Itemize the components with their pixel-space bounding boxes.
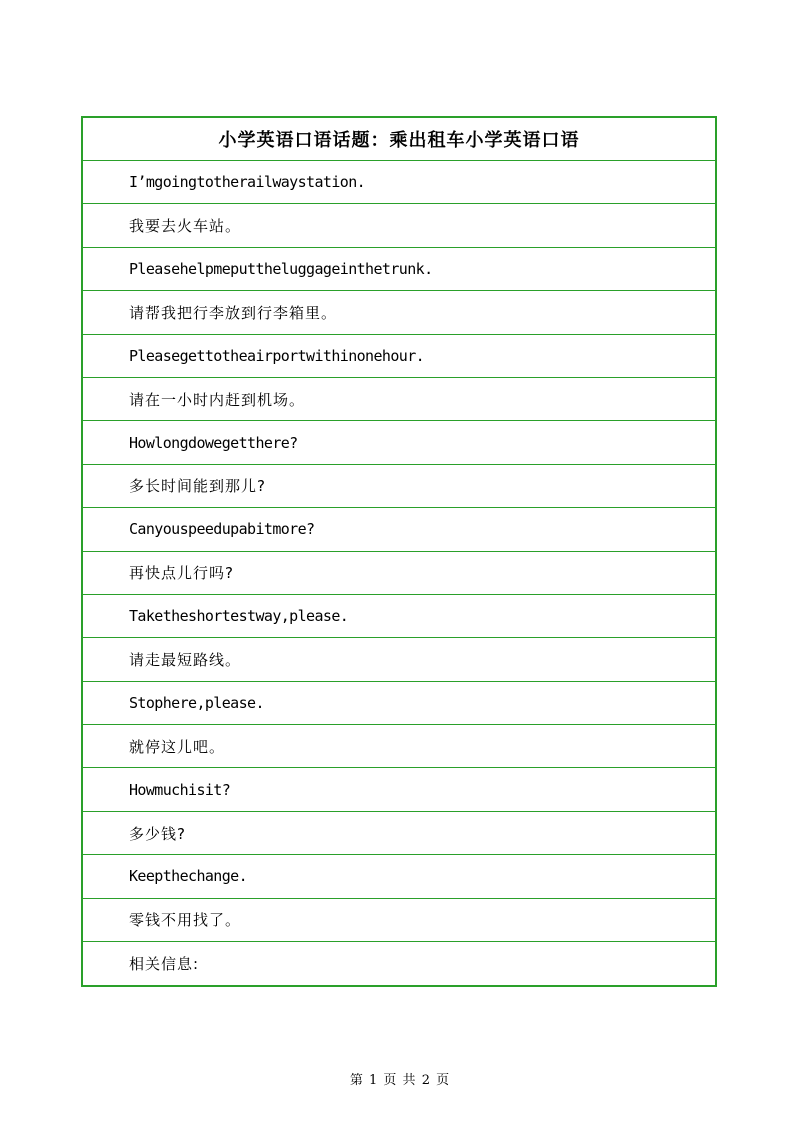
phrase-table (81, 116, 717, 987)
phrase-row-chinese: 请在一小时内赶到机场。 (83, 378, 715, 421)
document-title: 小学英语口语话题：乘出租车小学英语口语 (83, 118, 715, 161)
phrase-row-chinese: 再快点儿行吗? (83, 552, 715, 595)
phrase-row-english: Howlongdowegetthere? (83, 421, 715, 464)
phrase-row-chinese: 请帮我把行李放到行李箱里。 (83, 291, 715, 334)
phrase-row-english: Keepthechange. (83, 855, 715, 898)
phrase-row-english: Stophere,please. (83, 682, 715, 725)
phrase-row-english: Pleasegettotheairportwithinonehour. (83, 335, 715, 378)
phrase-row-chinese: 请走最短路线。 (83, 638, 715, 681)
phrase-row-english: Taketheshortestway,please. (83, 595, 715, 638)
phrase-row-english: Canyouspeedupabitmore? (83, 508, 715, 551)
phrase-row-chinese: 我要去火车站。 (83, 204, 715, 247)
phrase-row-chinese: 多少钱? (83, 812, 715, 855)
phrase-row-english: I’mgoingtotherailwaystation. (83, 161, 715, 204)
phrase-row-chinese: 多长时间能到那儿? (83, 465, 715, 508)
phrase-row-english: Howmuchisit? (83, 768, 715, 811)
phrase-row-english: Pleasehelpmeputtheluggageinthetrunk. (83, 248, 715, 291)
related-info-label: 相关信息: (129, 955, 200, 974)
phrase-row-chinese: 零钱不用找了。 (83, 899, 715, 942)
page-number-footer: 第 1 页 共 2 页 (349, 1073, 451, 1088)
phrase-row-chinese: 就停这儿吧。 (83, 725, 715, 768)
